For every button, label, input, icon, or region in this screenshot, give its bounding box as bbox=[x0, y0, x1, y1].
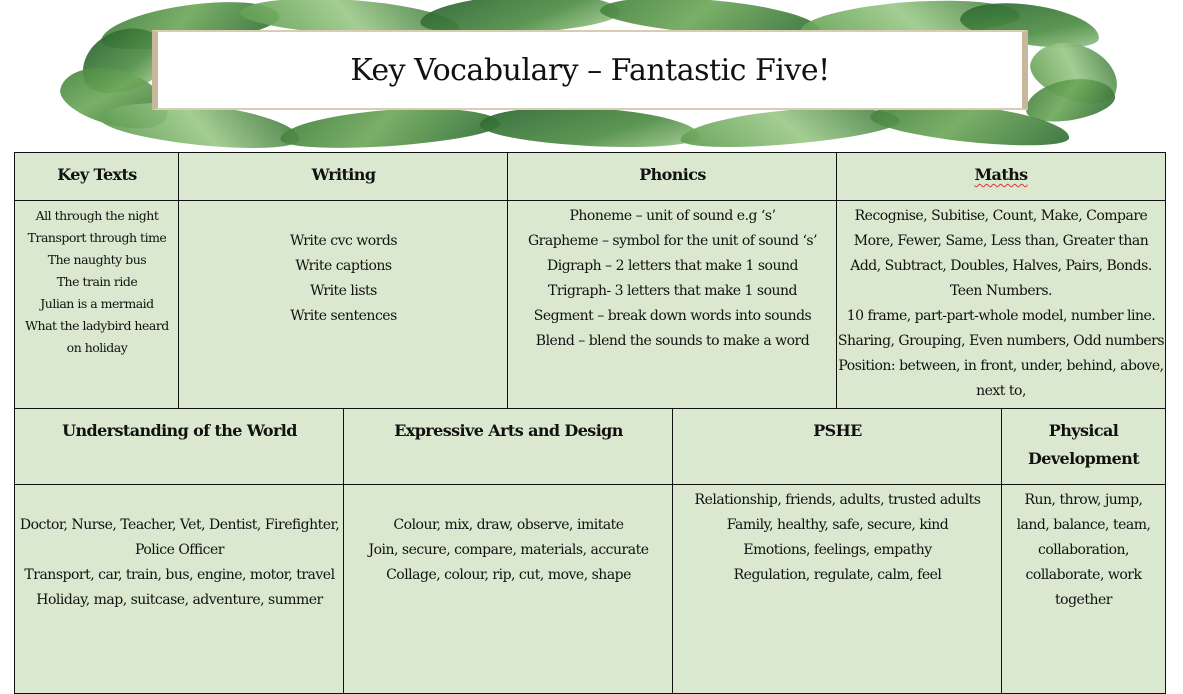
header-key-texts bbox=[14, 152, 180, 202]
list-item: collaboration, bbox=[1038, 542, 1129, 558]
header-pshe bbox=[672, 408, 1003, 486]
heading-label: Expressive Arts and Design bbox=[394, 421, 623, 440]
list-item: Write captions bbox=[295, 258, 392, 274]
heading-label: Understanding of the World bbox=[62, 421, 297, 440]
maths-list bbox=[836, 200, 1166, 410]
list-item: Colour, mix, draw, observe, imitate bbox=[393, 517, 624, 533]
list-item: Write cvc words bbox=[289, 233, 398, 249]
heading-label: Phonics bbox=[639, 165, 706, 184]
list-item: Write lists bbox=[310, 283, 377, 299]
list-item: Police Officer bbox=[135, 542, 224, 558]
vocabulary-table bbox=[14, 152, 1166, 692]
list-item: together bbox=[1055, 592, 1112, 608]
list-item: on holiday bbox=[66, 340, 128, 355]
list-item: All through the night bbox=[35, 208, 159, 223]
list-item: Phoneme – unit of sound e.g ‘s’ bbox=[569, 208, 776, 224]
list-item: Segment – break down words into sounds bbox=[533, 308, 812, 324]
page-title: Key Vocabulary – Fantastic Five! bbox=[350, 52, 830, 88]
list-item: collaborate, work bbox=[1025, 567, 1142, 583]
list-item: More, Fewer, Same, Less than, Greater than bbox=[853, 233, 1149, 249]
list-item: Julian is a mermaid bbox=[40, 296, 154, 311]
writing-list bbox=[178, 200, 509, 410]
list-item: Add, Subtract, Doubles, Halves, Pairs, Bonds. bbox=[850, 258, 1152, 274]
list-item: Regulation, regulate, calm, feel bbox=[733, 567, 942, 583]
header-writing bbox=[178, 152, 509, 202]
list-item: Teen Numbers. bbox=[950, 283, 1052, 299]
list-item: Recognise, Subitise, Count, Make, Compare bbox=[854, 208, 1148, 224]
list-item: 10 frame, part-part-whole model, number line. bbox=[846, 308, 1156, 324]
list-item: Collage, colour, rip, cut, move, shape bbox=[386, 567, 631, 583]
list-item: Write sentences bbox=[290, 308, 397, 324]
list-item: Blend – blend the sounds to make a word bbox=[535, 333, 810, 349]
list-item: Doctor, Nurse, Teacher, Vet, Dentist, Firefighter, bbox=[19, 517, 340, 533]
header-physical-development bbox=[1001, 408, 1166, 486]
list-item: next to, bbox=[976, 383, 1026, 399]
list-item: Trigraph- 3 letters that make 1 sound bbox=[547, 283, 798, 299]
list-item: Run, throw, jump, bbox=[1024, 492, 1143, 508]
heading-label: Writing bbox=[311, 165, 376, 184]
heading-label: PSHE bbox=[813, 421, 862, 440]
expressive-arts-list bbox=[343, 484, 674, 694]
list-item: The train ride bbox=[56, 274, 138, 289]
list-item: Digraph – 2 letters that make 1 sound bbox=[547, 258, 798, 274]
physical-development-list bbox=[1001, 484, 1166, 694]
heading-label: Key Texts bbox=[57, 165, 137, 184]
understanding-world-list bbox=[14, 484, 345, 694]
list-item: What the ladybird heard bbox=[25, 318, 169, 333]
list-item: Transport, car, train, bus, engine, motor, travel bbox=[24, 567, 335, 583]
title-box bbox=[152, 30, 1028, 110]
list-item: The naughty bus bbox=[47, 252, 147, 267]
phonics-list bbox=[507, 200, 838, 410]
list-item: Join, secure, compare, materials, accurate bbox=[368, 542, 649, 558]
heading-label: Development bbox=[1027, 449, 1139, 468]
header-phonics bbox=[507, 152, 838, 202]
list-item: Grapheme – symbol for the unit of sound ‘s’ bbox=[527, 233, 818, 249]
list-item: Transport through time bbox=[27, 230, 167, 245]
list-item: land, balance, team, bbox=[1016, 517, 1151, 533]
heading-label: Maths bbox=[974, 165, 1028, 184]
pshe-list bbox=[672, 484, 1003, 694]
list-item: Emotions, feelings, empathy bbox=[743, 542, 932, 558]
header-maths bbox=[836, 152, 1166, 202]
header-expressive-arts bbox=[343, 408, 674, 486]
header-understanding-world bbox=[14, 408, 345, 486]
heading-label: Physical bbox=[1048, 421, 1119, 440]
title-banner bbox=[40, 0, 1140, 150]
key-texts-list bbox=[14, 200, 180, 410]
list-item: Family, healthy, safe, secure, kind bbox=[726, 517, 949, 533]
list-item: Position: between, in front, under, behind, above, bbox=[838, 358, 1164, 374]
list-item: Holiday, map, suitcase, adventure, summer bbox=[36, 592, 323, 608]
list-item: Relationship, friends, adults, trusted adults bbox=[694, 492, 981, 508]
list-item: Sharing, Grouping, Even numbers, Odd numbers bbox=[837, 333, 1165, 349]
